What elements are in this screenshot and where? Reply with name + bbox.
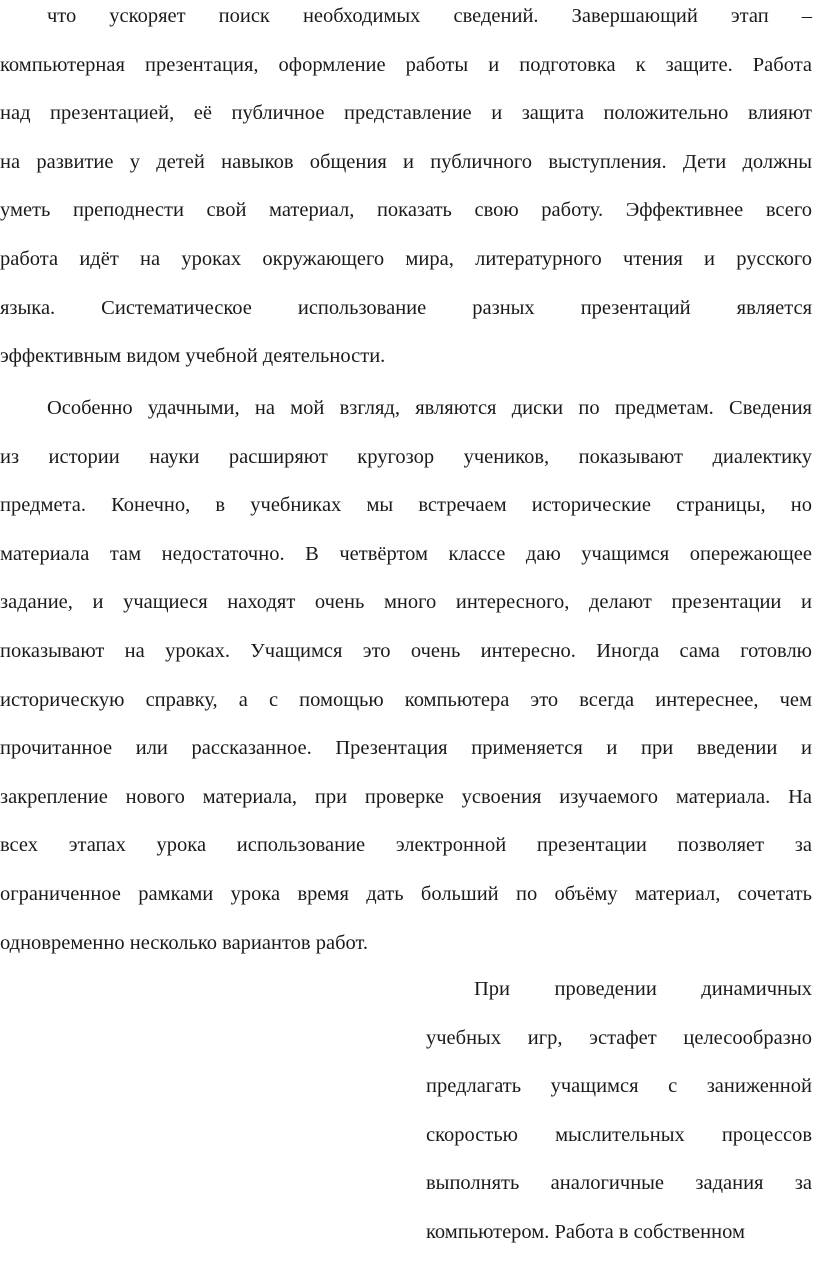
text-line: всех этапах урока использование электронной презентации позволяет за [0,834,812,857]
text-line: ограниченное рамками урока время дать больший по объёму материал, сочетать [0,882,812,905]
text-line: компьютерная презентация, оформление работы и подготовка к защите. Работа [0,53,812,76]
text-line: учебных игр, эстафет целесообразно [426,1026,812,1049]
text-line: работа идёт на уроках окружающего мира, литературного чтения и русского [0,247,812,270]
text-line: компьютером. Работа в собственном [426,1220,745,1243]
text-line: закрепление нового материала, при проверке усвоения изучаемого материала. На [0,785,812,808]
text-line: скоростью мыслительных процессов [426,1123,812,1146]
text-line: При проведении динамичных [474,978,812,1000]
text-line: показывают на уроках. Учащимся это очень интересно. Иногда сама готовлю [0,639,812,662]
text-line: задание, и учащиеся находят очень много интересного, делают презентации и [0,591,812,614]
text-line: над презентацией, её публичное представление и защита положительно влияют [0,102,812,125]
text-line: предлагать учащимся с заниженной [426,1075,812,1098]
text-line: что ускоряет поиск необходимых сведений. Завершающий этап – [47,5,812,27]
paragraph-dynamic-games [426,965,812,1257]
text-line: эффективным видом учебной деятельности. [0,345,386,368]
text-line: на развитие у детей навыков общения и публичного выступления. Дети должны [0,150,812,173]
text-line: Особенно удачными, на мой взгляд, являются диски по предметам. Сведения [47,397,812,419]
text-line: предмета. Конечно, в учебниках мы встречаем исторические страницы, но [0,494,812,517]
text-line: уметь преподнести свой материал, показать свою работу. Эффективнее всего [0,199,812,222]
text-line: одновременно несколько вариантов работ. [0,931,369,954]
text-line: языка. Систематическое использование разных презентаций является [0,296,812,319]
text-line: из истории науки расширяют кругозор учеников, показывают диалектику [0,445,812,468]
paragraph-subject-disks [0,384,812,967]
text-line: прочитанное или рассказанное. Презентация применяется и при введении и [0,737,812,760]
text-line: историческую справку, а с помощью компьютера это всегда интереснее, чем [0,688,812,711]
paragraph-presentation-stages [0,0,812,381]
text-line: материала там недостаточно. В четвёртом классе даю учащимся опережающее [0,542,812,565]
text-line: выполнять аналогичные задания за [426,1172,812,1195]
